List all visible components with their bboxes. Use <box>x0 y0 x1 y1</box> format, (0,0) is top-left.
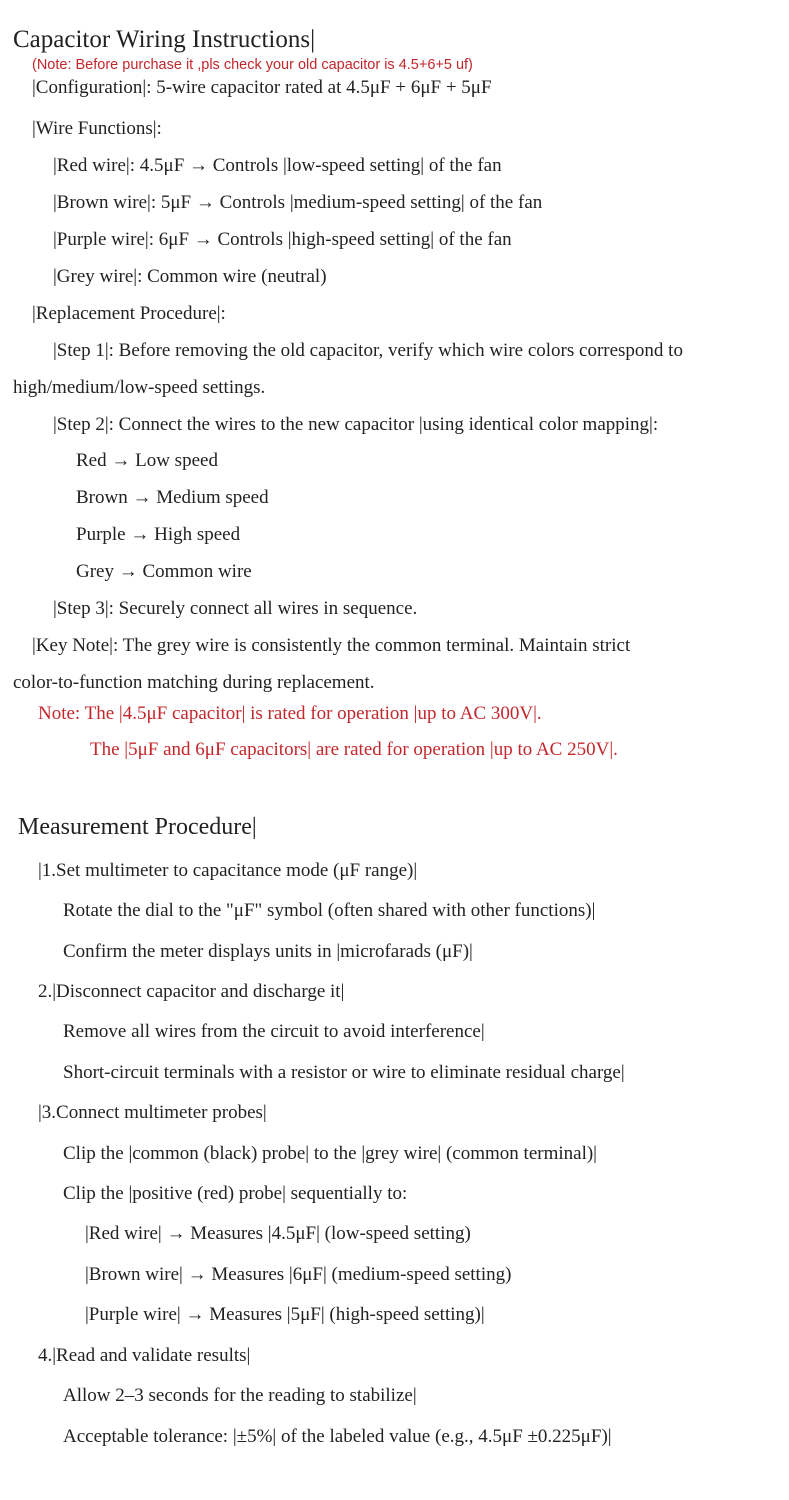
probe-target-brown: |Brown wire| → Measures |6μF| (medium-speed setting) <box>85 1264 512 1285</box>
rating-note-line-1: Note: The |4.5μF capacitor| is rated for operation |up to AC 300V|. <box>38 703 542 724</box>
mapping-brown: Brown → Medium speed <box>76 487 269 508</box>
key-note-line-2: color-to-function matching during replacement. <box>13 672 375 693</box>
section-3-item-1: Clip the |common (black) probe| to the |grey wire| (common terminal)| <box>63 1143 597 1164</box>
section-2-heading: 2.|Disconnect capacitor and discharge it| <box>38 981 345 1002</box>
section-1-item-2: Confirm the meter displays units in |microfarads (μF)| <box>63 941 473 962</box>
wire-function-red: |Red wire|: 4.5μF → Controls |low-speed setting| of the fan <box>53 155 502 176</box>
key-note-line-1: |Key Note|: The grey wire is consistently the common terminal. Maintain strict <box>32 635 631 656</box>
section-2-item-1: Remove all wires from the circuit to avoid interference| <box>63 1021 485 1042</box>
section-1-item-1: Rotate the dial to the "μF" symbol (often shared with other functions)| <box>63 900 596 921</box>
measurement-title: Measurement Procedure| <box>18 814 257 840</box>
configuration-line: |Configuration|: 5-wire capacitor rated at 4.5μF + 6μF + 5μF <box>32 77 492 98</box>
section-2-item-2: Short-circuit terminals with a resistor or wire to eliminate residual charge| <box>63 1062 625 1083</box>
section-3-item-2: Clip the |positive (red) probe| sequentially to: <box>63 1183 408 1204</box>
replacement-heading: |Replacement Procedure|: <box>32 303 226 324</box>
probe-target-purple: |Purple wire| → Measures |5μF| (high-speed setting)| <box>85 1304 485 1325</box>
wire-function-brown: |Brown wire|: 5μF → Controls |medium-speed setting| of the fan <box>53 192 543 213</box>
wire-function-grey: |Grey wire|: Common wire (neutral) <box>53 266 327 287</box>
page-title: Capacitor Wiring Instructions| <box>13 26 316 53</box>
rating-note-line-2: The |5μF and 6μF capacitors| are rated for operation |up to AC 250V|. <box>90 739 618 760</box>
mapping-grey: Grey → Common wire <box>76 561 252 582</box>
step-1-line-2: high/medium/low-speed settings. <box>13 377 266 398</box>
step-3: |Step 3|: Securely connect all wires in sequence. <box>53 598 418 619</box>
section-4-item-2: Acceptable tolerance: |±5%| of the labeled value (e.g., 4.5μF ±0.225μF)| <box>63 1426 612 1447</box>
section-1-heading: |1.Set multimeter to capacitance mode (μF range)| <box>38 860 418 881</box>
wire-function-purple: |Purple wire|: 6μF → Controls |high-speed setting| of the fan <box>53 229 512 250</box>
purchase-note: (Note: Before purchase it ,pls check your old capacitor is 4.5+6+5 uf) <box>32 57 473 73</box>
step-1-line-1: |Step 1|: Before removing the old capacitor, verify which wire colors correspond to <box>53 340 683 361</box>
section-4-heading: 4.|Read and validate results| <box>38 1345 251 1366</box>
probe-target-red: |Red wire| → Measures |4.5μF| (low-speed setting) <box>85 1223 471 1244</box>
section-4-item-1: Allow 2–3 seconds for the reading to stabilize| <box>63 1385 417 1406</box>
mapping-red: Red → Low speed <box>76 450 218 471</box>
section-3-heading: |3.Connect multimeter probes| <box>38 1102 267 1123</box>
wire-functions-heading: |Wire Functions|: <box>32 118 162 139</box>
mapping-purple: Purple → High speed <box>76 524 241 545</box>
step-2: |Step 2|: Connect the wires to the new capacitor |using identical color mapping|: <box>53 414 659 435</box>
